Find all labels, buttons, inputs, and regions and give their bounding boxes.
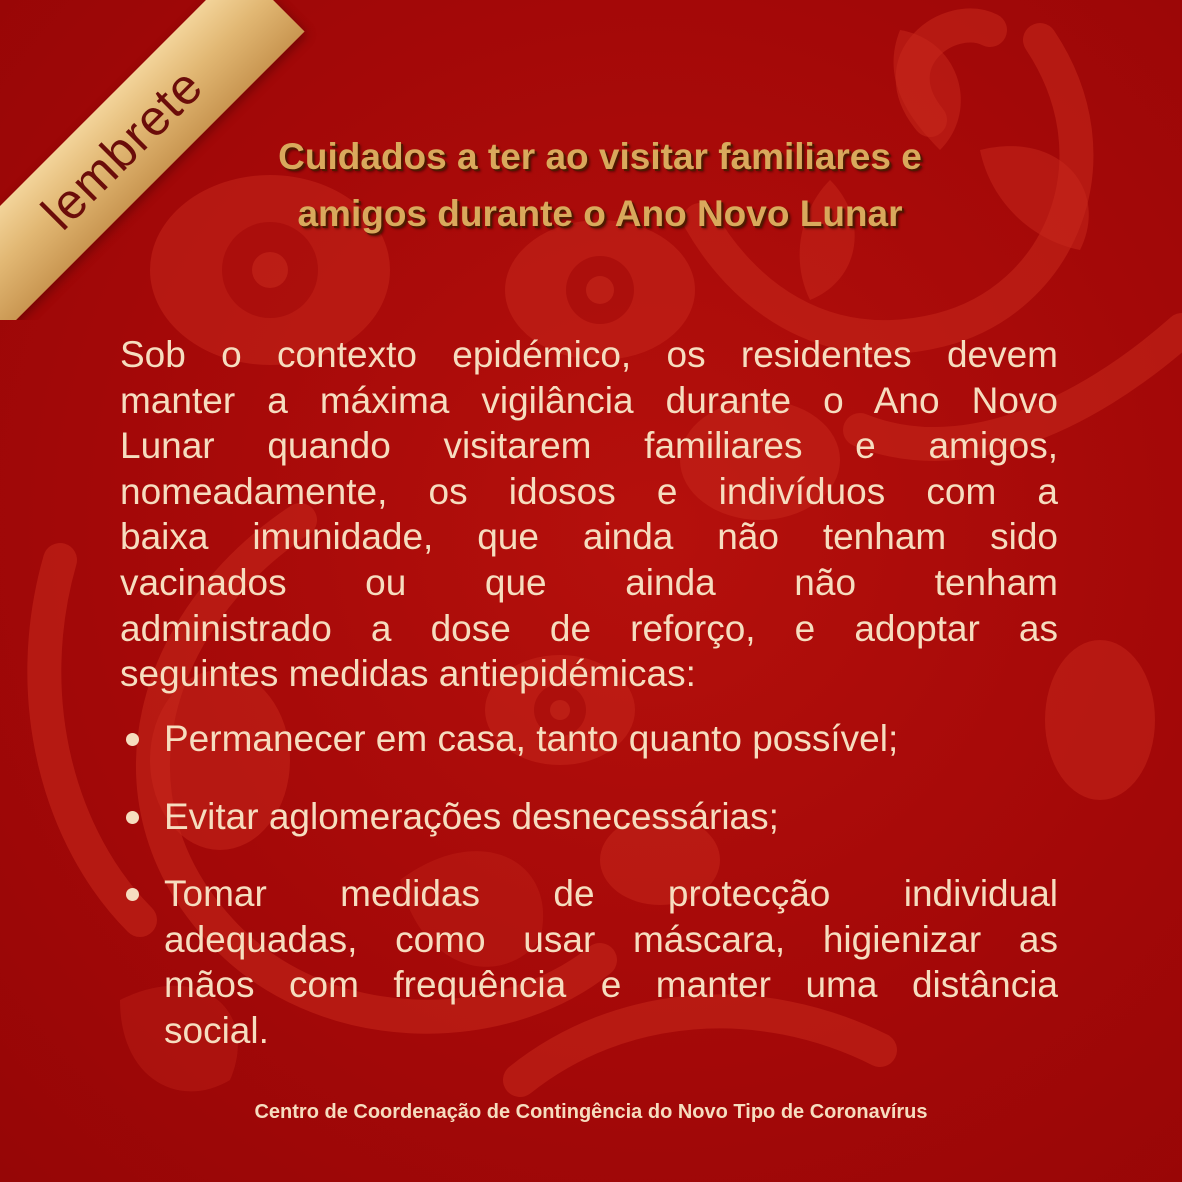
measure-item bbox=[120, 871, 1058, 1053]
bullet-icon bbox=[126, 733, 139, 746]
bullet-icon bbox=[126, 888, 139, 901]
measure-text bbox=[164, 794, 1058, 840]
measure-line: Permanecer em casa, tanto quanto possível; bbox=[164, 718, 899, 759]
intro-line: manter a máxima vigilância durante o Ano Novo bbox=[120, 379, 1058, 421]
bullet-icon bbox=[126, 811, 139, 824]
intro-line: Lunar quando visitarem familiares e amigos, bbox=[120, 425, 1058, 467]
measure-text bbox=[164, 871, 1058, 1053]
intro-line: seguintes medidas antiepidémicas: bbox=[120, 653, 696, 695]
measures-list bbox=[120, 716, 1058, 1086]
measure-item bbox=[120, 794, 1058, 840]
intro-line: baixa imunidade, que ainda não tenham sido bbox=[120, 516, 1058, 558]
intro-line: vacinados ou que ainda não tenham bbox=[120, 561, 1058, 603]
measure-item bbox=[120, 716, 1058, 762]
intro-paragraph bbox=[120, 332, 1058, 697]
intro-line: administrado a dose de reforço, e adoptar as bbox=[120, 607, 1058, 649]
measure-text bbox=[164, 716, 1058, 762]
ribbon-label: lembrete bbox=[30, 57, 214, 241]
title-line-2: amigos durante o Ano Novo Lunar bbox=[297, 193, 903, 234]
measure-line: Evitar aglomerações desnecessárias; bbox=[164, 795, 779, 837]
intro-line: nomeadamente, os idosos e indivíduos com a bbox=[120, 470, 1058, 512]
intro-line: Sob o contexto epidémico, os residentes devem bbox=[120, 334, 1058, 375]
footer-credit: Centro de Coordenação de Contingência do Novo Tipo de Coronavírus bbox=[254, 1101, 928, 1123]
measure-line: adequadas, como usar máscara, higienizar as bbox=[164, 918, 1058, 960]
measure-line: mãos com frequência e manter uma distância bbox=[164, 964, 1058, 1006]
measure-line: social. bbox=[164, 1009, 269, 1051]
measure-line: Tomar medidas de protecção individual bbox=[164, 873, 1058, 915]
title-line-1: Cuidados a ter ao visitar familiares e bbox=[278, 136, 922, 177]
poster-title bbox=[130, 128, 1070, 242]
